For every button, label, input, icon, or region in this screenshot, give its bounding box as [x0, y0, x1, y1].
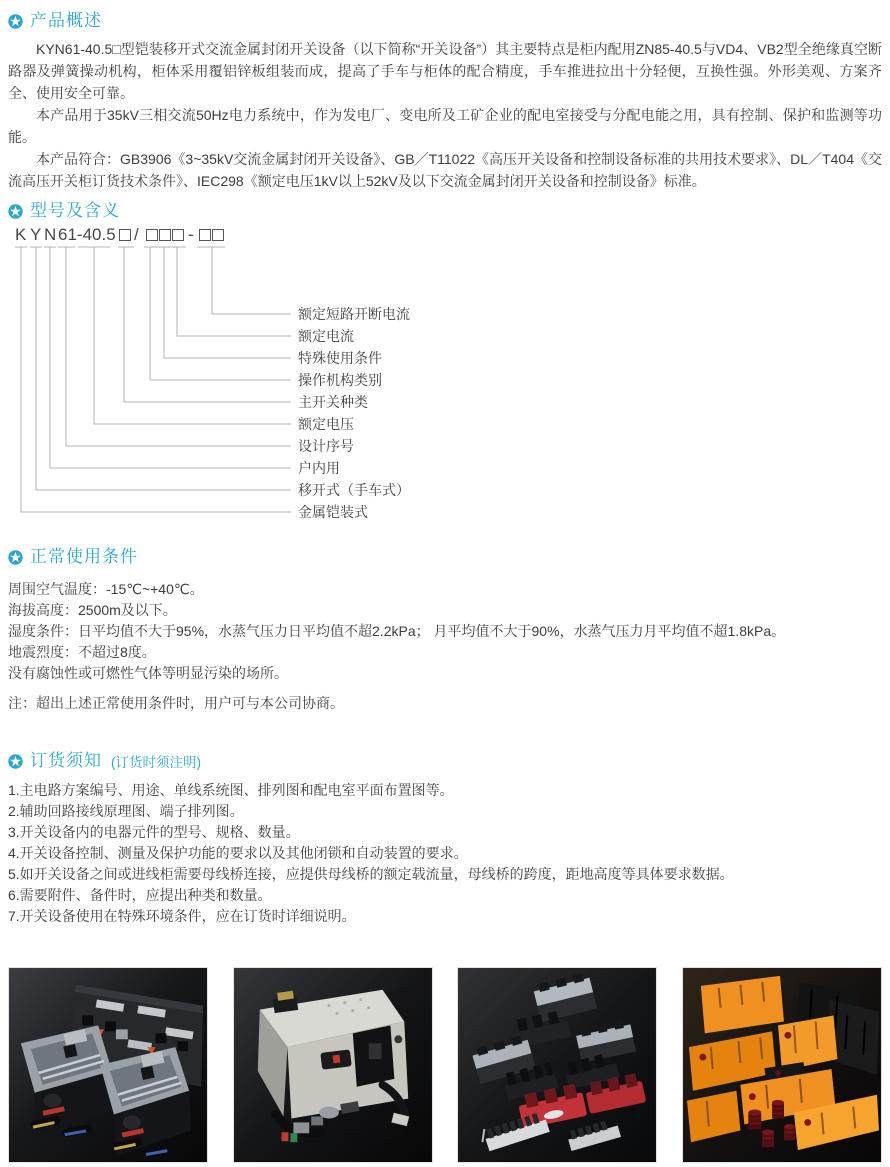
code-placeholder-box [146, 229, 158, 241]
ordering-item: 1.主电路方案编号、用途、单线系统图、排列图和配电室平面布置图等。 [8, 782, 454, 798]
condition-line: 周围空气温度：-15℃~+40℃。 [8, 581, 204, 597]
star-in-circle-icon [8, 14, 23, 29]
condition-line: 湿度条件：日平均值不大于95%，水蒸气压力日平均值不超2.2kPa； 月平均值不大于90%，水蒸气压力月平均值不超1.8kPa。 [8, 623, 786, 639]
product-photo-strip [8, 967, 882, 1163]
section-model-meaning [8, 200, 882, 526]
model-label: 额定电压 [298, 416, 354, 432]
section-header-conditions [8, 546, 882, 568]
ordering-items [8, 780, 882, 927]
chassis-with-handles-photo [233, 967, 433, 1163]
section-ordering-notes [8, 750, 882, 927]
code-placeholder-box [119, 229, 131, 241]
star-in-circle-icon [8, 754, 23, 769]
model-label: 额定电流 [298, 328, 354, 344]
section-title: 正常使用条件 [30, 547, 138, 566]
code-placeholder-box [199, 229, 211, 241]
code-placeholder-box [159, 229, 171, 241]
section-title: 产品概述 [30, 11, 102, 30]
terminal-contact-blocks-photo [457, 967, 657, 1163]
model-label: 设计序号 [298, 438, 354, 454]
model-label: 主开关种类 [298, 394, 368, 410]
star-in-circle-icon [8, 204, 23, 219]
photo-illustration [683, 968, 881, 1162]
section-header-ordering [8, 750, 882, 772]
photo-illustration [234, 968, 432, 1162]
model-label: 特殊使用条件 [298, 350, 382, 366]
model-label: 金属铠装式 [298, 504, 368, 520]
photo-illustration [458, 968, 656, 1162]
model-label: 操作机构类别 [298, 372, 382, 388]
overview-paragraph: 本产品符合：GB3906《3~35kV交流金属封闭开关设备》、GB／T11022《高压开关设备和控制设备标准的共用技术要求》、DL／T404《交流高压开关柜订货技术条件》、IEC298《额定电压1kV以上52kV及以下交流金属封闭开关设备和控制设备》标准。 [8, 151, 882, 189]
withdrawable-drawer-units-photo [8, 967, 208, 1163]
section-normal-conditions [8, 546, 882, 714]
condition-line: 海拔高度：2500m及以下。 [8, 602, 177, 618]
model-code-diagram [8, 226, 882, 526]
photo-illustration [9, 968, 207, 1162]
section-title: 型号及含义 [30, 201, 120, 220]
ordering-item: 7.开关设备使用在特殊环境条件，应在订货时详细说明。 [8, 908, 356, 924]
ordering-item: 2.辅助回路接线原理图、端子排列图。 [8, 803, 244, 819]
condition-note: 注：超出上述正常使用条件时，用户可与本公司协商。 [8, 695, 344, 711]
section-header-model [8, 200, 882, 222]
overview-paragraph: KYN61-40.5□型铠装移开式交流金属封闭开关设备（以下简称“开关设备”）其主要特点是柜内配用ZN85-40.5与VD4、VB2型全绝缘真空断路器及弹簧操动机构，柜体采用覆铝锌板组装而成，提高了手车与柜体的配合精度，手车推进拉出十分轻便，互换性强。外形美观、方案齐全、使用安全可靠。 [8, 41, 882, 101]
star-in-circle-icon [8, 550, 23, 565]
code-placeholder-box [212, 229, 224, 241]
ordering-item: 4.开关设备控制、测量及保护功能的要求以及其他闭锁和自动装置的要求。 [8, 845, 468, 861]
code-letter-n: N [44, 225, 57, 244]
code-letter-y: Y [30, 225, 42, 244]
code-serial: 61-40.5 [58, 225, 116, 244]
model-label: 户内用 [298, 460, 340, 476]
section-title: 订货须知 [30, 751, 102, 770]
condition-lines [8, 579, 882, 684]
code-placeholder-box [172, 229, 184, 241]
condition-line: 没有腐蚀性或可燃性气体等明显污染的场所。 [8, 665, 288, 681]
code-dash: - [188, 225, 194, 244]
condition-line: 地震烈度：不超过8度。 [8, 644, 156, 660]
orange-insulator-blocks-photo [682, 967, 882, 1163]
diagram-connector-lines [8, 226, 890, 526]
section-subtitle: (订货时须注明) [111, 755, 201, 770]
model-label: 额定短路开断电流 [298, 306, 410, 322]
overview-paragraphs [8, 38, 882, 192]
code-letter-k: K [15, 225, 27, 244]
ordering-item: 3.开关设备内的电器元件的型号、规格、数量。 [8, 824, 300, 840]
overview-paragraph: 本产品用于35kV三相交流50Hz电力系统中，作为发电厂、变电所及工矿企业的配电室接受与分配电能之用，具有控制、保护和监测等功能。 [8, 107, 882, 145]
section-header-overview [8, 10, 882, 32]
code-slash: / [134, 225, 139, 244]
ordering-item: 5.如开关设备之间或进线柜需要母线桥连接，应提供母线桥的额定载流量，母线桥的跨度，距地高度等具体要求数据。 [8, 866, 734, 882]
section-product-overview [8, 10, 882, 192]
model-label: 移开式（手车式） [298, 482, 410, 498]
ordering-item: 6.需要附件、备件时，应提出种类和数量。 [8, 887, 272, 903]
